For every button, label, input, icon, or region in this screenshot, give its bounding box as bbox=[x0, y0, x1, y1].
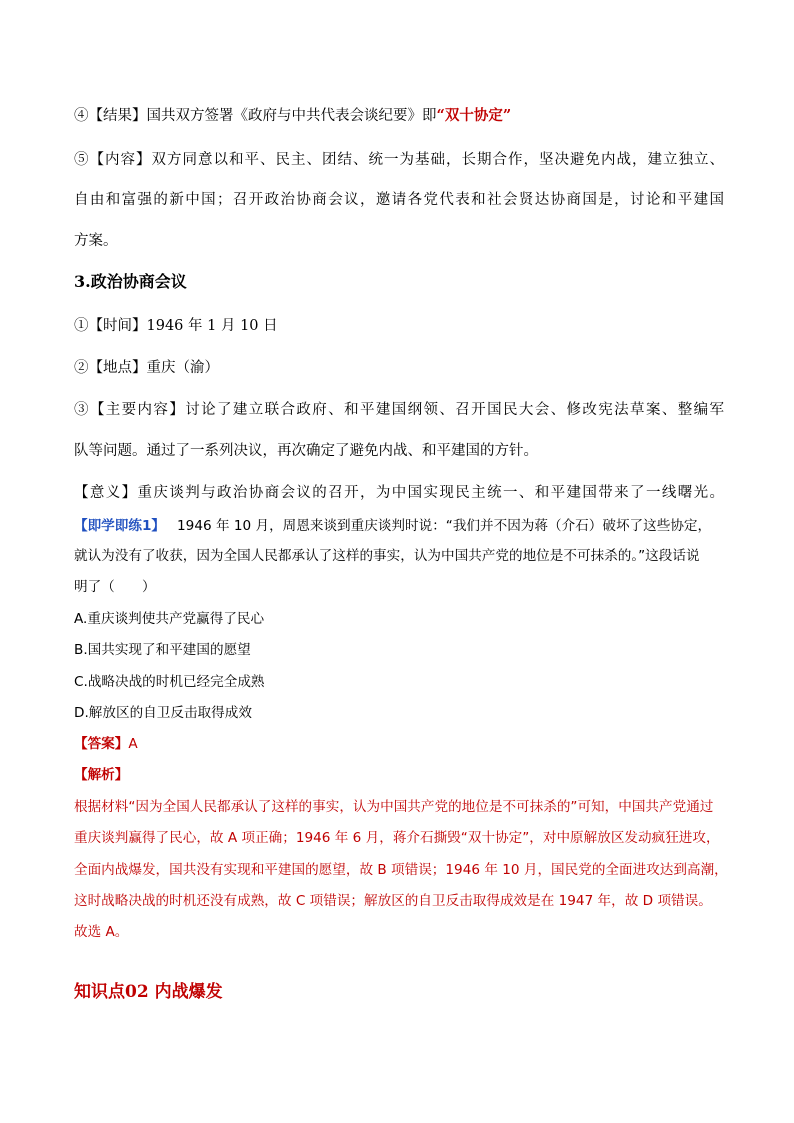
option-b: B.国共实现了和平建国的愿望 bbox=[74, 642, 251, 658]
exercise-text-1: 1946 年 10 月，周恩来谈到重庆谈判时说：“我们并不因为蒋（介石）破坏了这些协定， bbox=[177, 518, 712, 534]
double-ten-agreement: “双十协定” bbox=[436, 107, 512, 124]
content-line-2: 自由和富强的新中国；召开政治协商会议，邀请各党代表和社会贤达协商国是，讨论和平建国 bbox=[74, 192, 724, 208]
place-line: ②【地点】重庆（渝） bbox=[74, 360, 219, 376]
analysis-line-5: 故选 A。 bbox=[74, 924, 129, 940]
knowledge-point-title: 知识点02 内战爆发 bbox=[74, 982, 223, 1002]
answer-label: 【答案】 bbox=[74, 736, 129, 752]
exercise-line-3: 明了（ ） bbox=[74, 579, 156, 595]
analysis-line-4: 这时战略决战的时机还没有成熟，故 C 项错误；解放区的自卫反击取得成效是在 1947 年，故 D 项错误。 bbox=[74, 893, 712, 909]
analysis-line-1: 根据材料“因为全国人民都承认了这样的事实，认为中国共产党的地位是不可抹杀的”可知，中国共产党通过 bbox=[74, 799, 714, 815]
analysis-label-line bbox=[74, 765, 724, 785]
option-a: A.重庆谈判使共产党赢得了民心 bbox=[74, 611, 265, 627]
result-line bbox=[74, 106, 724, 126]
analysis-line-3: 全面内战爆发，国共没有实现和平建国的愿望，故 B 项错误；1946 年 10 月，国民党的全面进攻达到高潮， bbox=[74, 862, 728, 878]
answer-value: A bbox=[128, 736, 138, 752]
section-heading: 3.政治协商会议 bbox=[74, 272, 187, 291]
content-line-1: ⑤【内容】双方同意以和平、民主、团结、统一为基础，长期合作，坚决避免内战，建立独立、 bbox=[74, 152, 724, 168]
significance-line: 【意义】重庆谈判与政治协商会议的召开，为中国实现民主统一、和平建国带来了一线曙光。 bbox=[74, 485, 724, 501]
main-content-line-2: 队等问题。通过了一系列决议，再次确定了避免内战、和平建国的方针。 bbox=[74, 443, 538, 459]
content-line-3: 方案。 bbox=[74, 233, 118, 249]
exercise-line-2: 就认为没有了收获，因为全国人民都承认了这样的事实，认为中国共产党的地位是不可抹杀的。”这段话说 bbox=[74, 548, 700, 564]
analysis-line-2: 重庆谈判赢得了民心，故 A 项正确；1946 年 6 月，蒋介石撕毁“双十协定”，对中原解放区发动疯狂进攻， bbox=[74, 830, 720, 846]
exercise-tag: 【即学即练1】 bbox=[74, 518, 166, 534]
result-text: ④【结果】国共双方签署《政府与中共代表会谈纪要》即 bbox=[74, 108, 437, 124]
time-line: ①【时间】1946 年 1 月 10 日 bbox=[74, 318, 278, 334]
analysis-label: 【解析】 bbox=[74, 767, 129, 783]
answer-line bbox=[74, 734, 724, 754]
option-c: C.战略决战的时机已经完全成熟 bbox=[74, 674, 265, 690]
exercise-line-1 bbox=[74, 516, 724, 536]
main-content-line-1: ③【主要内容】讨论了建立联合政府、和平建国纲领、召开国民大会、修改宪法草案、整编军 bbox=[74, 402, 724, 418]
option-d: D.解放区的自卫反击取得成效 bbox=[74, 705, 252, 721]
